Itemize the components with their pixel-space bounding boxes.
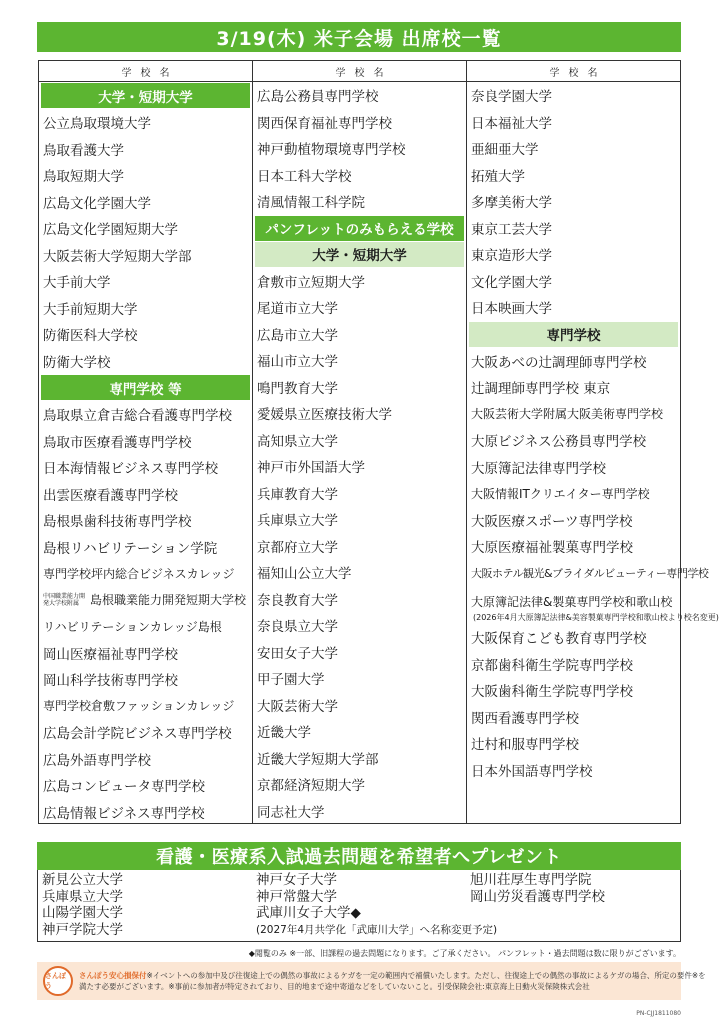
section-header: 専門学校: [469, 322, 678, 347]
insurance-text: さんぽう安心損保付※イベントへの参加中及び往復途上での偶然の事故によるケガを一定の範囲内で補償いたします。ただし、往復途上での偶然の事故によるケガの場合、所定の要件※を 満たす必要がございます。※事前に参加者が特定されており、目的地まで途中寄道などをしていないこと。引受保険会社:東京海上日動火災保険株式会社: [79, 971, 706, 991]
list-item: 奈良教育大学: [257, 592, 338, 609]
list-item: 関西看護専門学校: [471, 710, 579, 727]
list-item: 島根県歯科技術専門学校: [43, 514, 192, 531]
list-item: 大阪芸術大学短期大学部: [43, 248, 192, 265]
list-item: 辻村和服専門学校: [471, 737, 579, 754]
list-item: 近畿大学: [257, 725, 311, 742]
list-item: 広島公務員専門学校: [257, 89, 379, 106]
list-item: 防衛大学校: [43, 354, 111, 371]
list-item: 公立鳥取環境大学: [43, 116, 151, 133]
list-item: 大阪芸術大学: [257, 698, 338, 715]
section-header: 専門学校 等: [41, 375, 250, 400]
insurance-line-1: イベントへの参加中及び往復途上での偶然の事故によるケガを一定の範囲内で補償いたします。ただし、往復途上での偶然の事故によるケガの場合、所定の要件※を: [152, 971, 706, 980]
list-item: 日本外国語専門学校: [471, 763, 593, 780]
list-item: 広島情報ビジネス専門学校: [43, 805, 205, 822]
list-item: 広島文化学園短期大学: [43, 222, 178, 239]
list-item: 日本工科大学校: [257, 168, 352, 185]
column-2: [253, 61, 467, 823]
list-item: 兵庫教育大学: [257, 486, 338, 503]
list-item: 出雲医療看護専門学校: [43, 487, 178, 504]
list-item: 広島コンピュータ専門学校: [43, 779, 205, 796]
list-item: 大阪ホテル観光&ブライダルビューティー専門学校: [471, 566, 709, 580]
list-item: 大阪情報ITクリエイター専門学校: [471, 486, 650, 501]
list-item: 亜細亜大学: [471, 142, 539, 159]
list-item: 防衛医科大学校: [43, 328, 138, 345]
list-item: 奈良学園大学: [471, 89, 552, 106]
list-item: 大阪あべの辻調理師専門学校: [471, 354, 647, 371]
list-item: 同志社大学: [257, 804, 325, 821]
column-header: 学校名: [253, 61, 466, 82]
school-name: 島根職業能力開発短期大学校: [90, 593, 247, 608]
gift-column-1: [38, 870, 252, 941]
insurance-line-2: 満たす必要がございます。※事前に参加者が特定されており、目的地まで途中寄道などをしていないこと。引受保険会社:東京海上日動火災保険株式会社: [79, 982, 590, 991]
list-item: 鳥取看護大学: [43, 142, 124, 159]
list-item: 専門学校坪内総合ビジネスカレッジ: [43, 566, 235, 581]
gift-column-2: [252, 870, 498, 941]
gift-title: 看護・医療系入試過去問題を希望者へプレゼント: [37, 842, 681, 870]
list-item: 鳥取県立倉吉総合看護専門学校: [43, 408, 232, 425]
list-item: 尾道市立大学: [257, 301, 338, 318]
list-item: 多摩美術大学: [471, 195, 552, 212]
column-3: [467, 61, 719, 823]
list-item: 島根リハビリテーション学院: [43, 540, 218, 557]
list-item: 東京造形大学: [471, 248, 552, 265]
section-header: パンフレットのみもらえる学校: [255, 216, 464, 241]
list-item: 神戸市外国語大学: [257, 460, 365, 477]
gift-item: 神戸学院大学: [42, 921, 123, 938]
list-item: 日本福祉大学: [471, 115, 552, 132]
list-item: 大阪保育こども教育専門学校: [471, 631, 647, 648]
list-item: 日本海情報ビジネス専門学校: [43, 461, 219, 478]
list-item: 兵庫県立大学: [257, 513, 338, 530]
list-item: 倉敷市立短期大学: [257, 274, 365, 291]
gift-item: 岡山労災看護専門学校: [470, 888, 605, 905]
list-item: 大手前大学: [43, 275, 111, 292]
list-item: 日本映画大学: [471, 301, 552, 318]
list-item: 大手前短期大学: [43, 301, 138, 318]
name-change-note: (2026年4月大原簿記法律&美容製菓専門学校和歌山校より校名変更): [473, 612, 719, 622]
list-item: 大阪芸術大学附属大阪美術専門学校: [471, 407, 664, 422]
list-item: 関西保育福祉専門学校: [257, 115, 392, 132]
insurance-highlight: さんぽう安心損保付: [79, 971, 147, 980]
gift-list: [37, 870, 681, 942]
gift-note: (2027年4月共学化「武庫川大学」へ名称変更予定): [256, 923, 498, 936]
gift-item: 旭川荘厚生専門学院: [470, 872, 592, 888]
list-item: [39, 587, 252, 614]
list-item: 京都府立大学: [257, 539, 338, 556]
section-header: 大学・短期大学: [255, 242, 464, 267]
school-table: [38, 60, 719, 824]
insurance-banner: [37, 962, 706, 1000]
list-item: 近畿大学短期大学部: [257, 751, 379, 768]
page-title: 3/19(木) 米子会場 出席校一覧: [37, 22, 681, 52]
footnote: ◆閲覧のみ ※一部、旧課程の過去問題になります。ご了承ください。 パンフレット・過去問題は数に限りがございます。: [248, 949, 681, 958]
list-item: 大原簿記法律&製菓専門学校和歌山校: [471, 594, 673, 609]
gift-item: 武庫川女子大学◆: [256, 905, 361, 921]
list-item: 広島市立大学: [257, 327, 338, 344]
column-header: 学校名: [467, 61, 680, 82]
list-item: 岡山医療福祉専門学校: [43, 646, 178, 663]
list-item: 清風情報工科学院: [257, 195, 365, 212]
list-item: 鳴門教育大学: [257, 380, 338, 397]
list-item: リハビリテーションカレッジ島根: [43, 619, 222, 634]
gift-item: 神戸女子大学: [256, 872, 337, 888]
document-code: PN-CJJ1811080: [636, 1010, 681, 1017]
list-item: 大原簿記法律専門学校: [471, 460, 606, 477]
list-item: 安田女子大学: [257, 645, 338, 662]
list-item: 辻調理師専門学校 東京: [471, 381, 611, 398]
list-item: 専門学校倉敷ファッションカレッジ: [43, 699, 235, 714]
list-item: 広島会計学院ビジネス専門学校: [43, 726, 232, 743]
list-item: 広島文化学園大学: [43, 195, 151, 212]
gift-item: 山陽学園大学: [42, 905, 123, 921]
section-header: 大学・短期大学: [41, 83, 250, 108]
list-item: 鳥取短期大学: [43, 169, 124, 186]
list-item: 高知県立大学: [257, 433, 338, 450]
list-item: 神戸動植物環境専門学校: [257, 142, 406, 159]
list-item: 京都歯科衛生学院専門学校: [471, 657, 633, 674]
list-item: 東京工芸大学: [471, 221, 552, 238]
list-item: 大阪歯科衛生学院専門学校: [471, 684, 633, 701]
list-item: 京都経済短期大学: [257, 778, 365, 795]
list-item: 大原医療福祉製菓専門学校: [471, 540, 633, 557]
gift-item: 兵庫県立大学: [42, 888, 123, 905]
list-item: 岡山科学技術専門学校: [43, 673, 178, 690]
gift-item: 神戸常盤大学: [256, 888, 337, 905]
list-item: 福山市立大学: [257, 354, 338, 371]
column-header: 学校名: [39, 61, 252, 82]
insurance-logo-icon: さんぽう: [43, 966, 73, 996]
school-prefix: 中国職業能力開発大学校附属: [43, 592, 86, 607]
gift-item: 新見公立大学: [42, 872, 123, 888]
list-item: 鳥取市医療看護専門学校: [43, 434, 192, 451]
gift-column-3: [466, 870, 679, 941]
list-item: 拓殖大学: [471, 168, 525, 185]
list-item: 愛媛県立医療技術大学: [257, 407, 392, 424]
list-item: 大原ビジネス公務員専門学校: [471, 434, 647, 451]
list-item: 奈良県立大学: [257, 619, 338, 636]
list-item: 福知山公立大学: [257, 566, 352, 583]
list-item: 甲子園大学: [257, 672, 325, 689]
list-item: 大阪医療スポーツ専門学校: [471, 513, 633, 530]
list-item: 広島外語専門学校: [43, 752, 151, 769]
list-item: 文化学園大学: [471, 274, 552, 291]
column-1: [39, 61, 253, 823]
